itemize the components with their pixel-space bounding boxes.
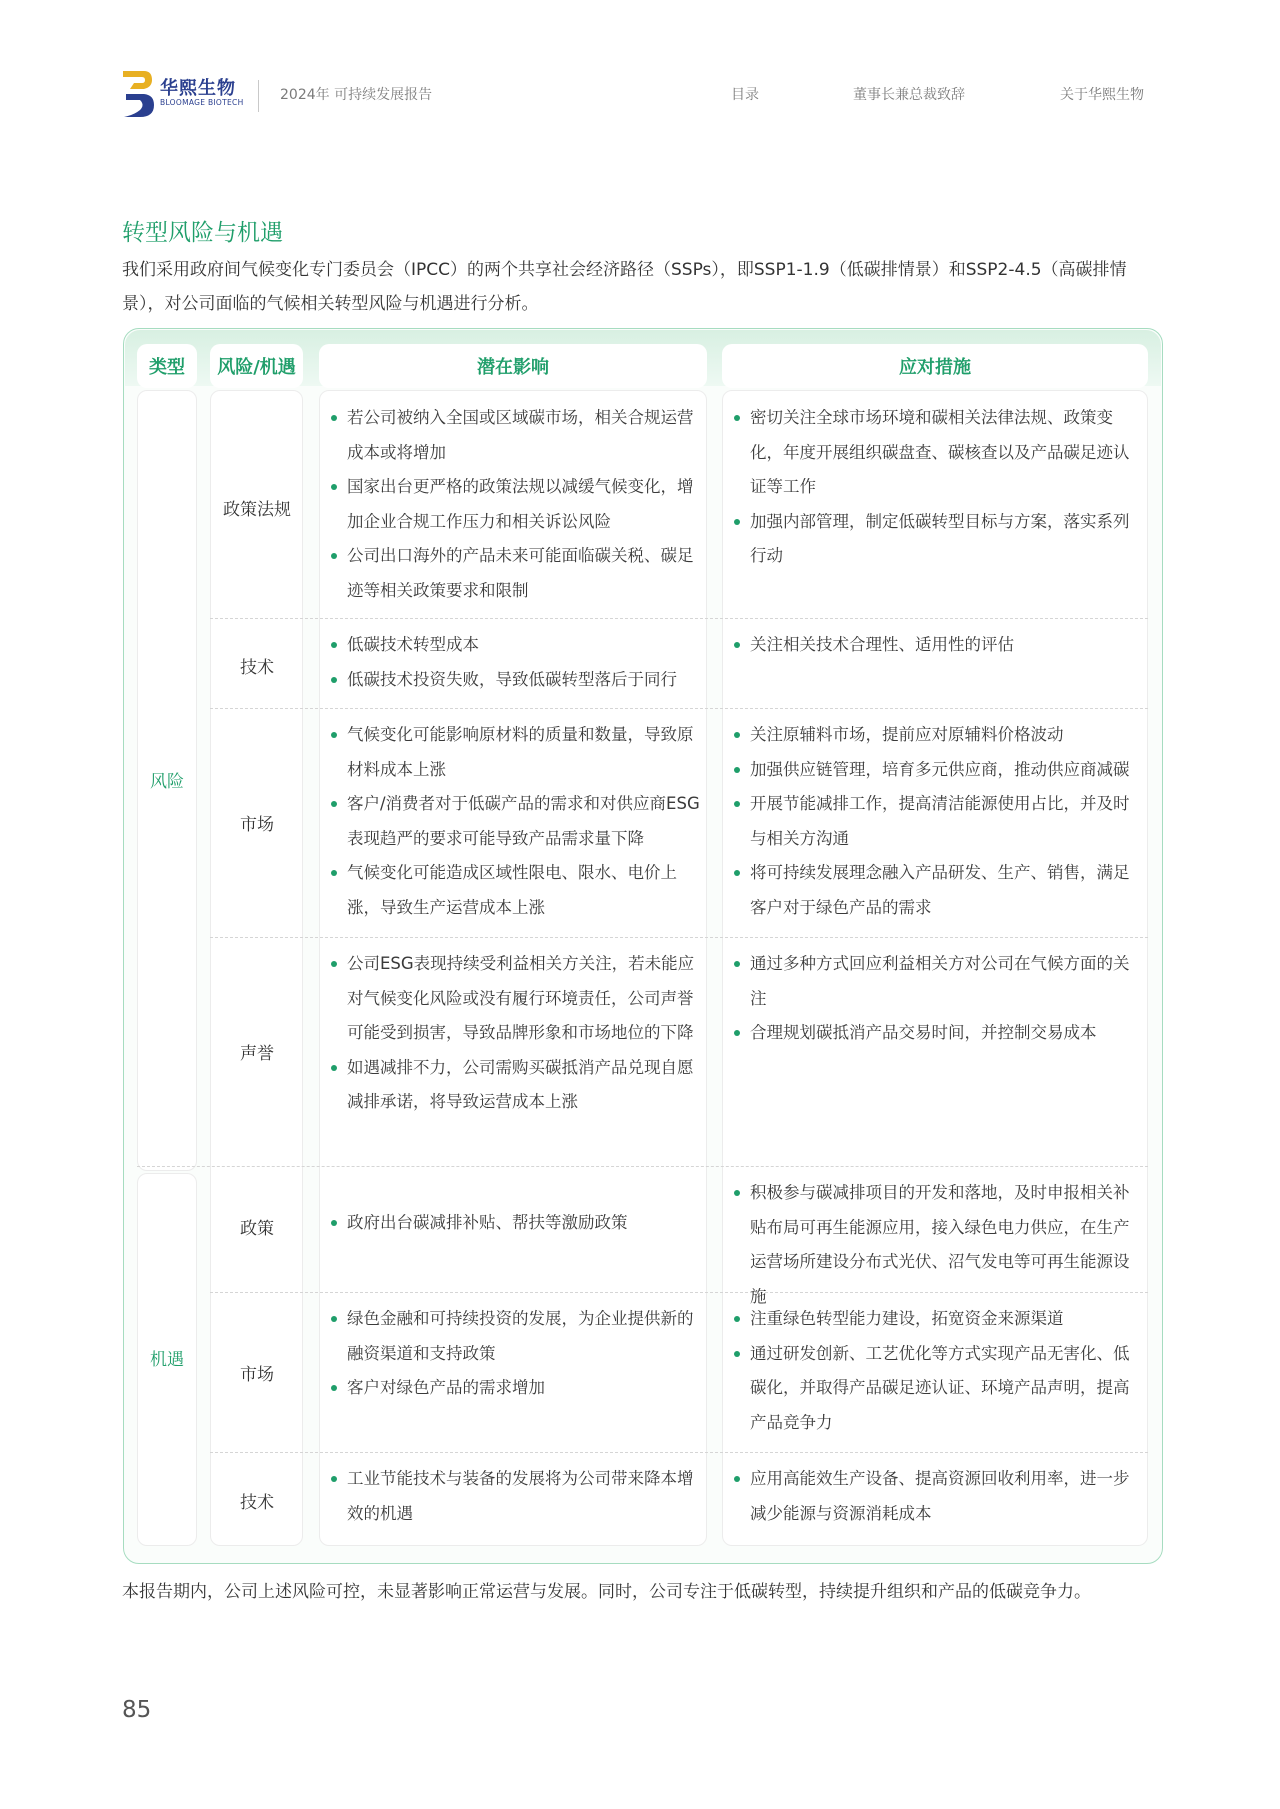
measure-list	[733, 947, 1141, 1051]
brand-name-en: BLOOMAGE BIOTECH	[160, 98, 244, 107]
nav-contents[interactable]: 目录	[731, 87, 759, 103]
impact-list	[330, 401, 700, 608]
nav-chairman-message[interactable]: 董事长兼总裁致辞	[853, 87, 965, 103]
list-item: 加强供应链管理，培育多元供应商，推动供应商减碳	[733, 753, 1141, 788]
header-risk-opportunity: 风险/机遇	[210, 344, 303, 388]
measure-list	[733, 401, 1141, 574]
category-label: 声誉	[240, 1044, 274, 1064]
list-item: 公司出口海外的产品未来可能面临碳关税、碳足迹等相关政策要求和限制	[330, 539, 700, 608]
list-item: 将可持续发展理念融入产品研发、生产、销售，满足客户对于绿色产品的需求	[733, 856, 1141, 925]
list-item: 气候变化可能造成区域性限电、限水、电价上涨，导致生产运营成本上涨	[330, 856, 700, 925]
list-item: 关注相关技术合理性、适用性的评估	[733, 628, 1141, 663]
list-item: 政府出台碳减排补贴、帮扶等激励政策	[330, 1206, 700, 1241]
list-item: 关注原辅料市场，提前应对原辅料价格波动	[733, 718, 1141, 753]
header-divider	[258, 80, 259, 112]
list-item: 如遇减排不力，公司需购买碳抵消产品兑现自愿减排承诺，将导致运营成本上涨	[330, 1051, 700, 1120]
page-number: 85	[122, 1697, 152, 1723]
impact-list	[330, 1462, 700, 1531]
measure-list	[733, 718, 1141, 925]
nav-about[interactable]: 关于华熙生物	[1060, 87, 1144, 103]
category-label: 政策	[240, 1219, 274, 1239]
type-label-risk: 风险	[150, 772, 184, 792]
row-separator	[210, 937, 1148, 938]
list-item: 客户对绿色产品的需求增加	[330, 1371, 700, 1406]
type-label-opportunity: 机遇	[150, 1350, 184, 1370]
header-measure: 应对措施	[722, 344, 1148, 388]
list-item: 合理规划碳抵消产品交易时间，并控制交易成本	[733, 1016, 1141, 1051]
category-label: 技术	[240, 1493, 274, 1513]
page-header	[0, 0, 1280, 150]
list-item: 低碳技术投资失败，导致低碳转型落后于同行	[330, 663, 700, 698]
row-separator	[210, 618, 1148, 619]
list-item: 加强内部管理，制定低碳转型目标与方案，落实系列行动	[733, 505, 1141, 574]
measure-list	[733, 1176, 1141, 1314]
list-item: 若公司被纳入全国或区域碳市场，相关合规运营成本或将增加	[330, 401, 700, 470]
row-separator	[137, 1166, 1148, 1167]
list-item: 工业节能技术与装备的发展将为公司带来降本增效的机遇	[330, 1462, 700, 1531]
impact-list	[330, 947, 700, 1120]
impact-list	[330, 1206, 700, 1241]
row-separator	[210, 708, 1148, 709]
category-label: 政策法规	[223, 500, 291, 520]
header-impact: 潜在影响	[319, 344, 707, 388]
category-label: 市场	[240, 815, 274, 835]
list-item: 积极参与碳减排项目的开发和落地，及时申报相关补贴布局可再生能源应用，接入绿色电力供应，在生产运营场所建设分布式光伏、沼气发电等可再生能源设施	[733, 1176, 1141, 1314]
list-item: 通过研发创新、工艺优化等方式实现产品无害化、低碳化，并取得产品碳足迹认证、环境产品声明，提高产品竞争力	[733, 1337, 1141, 1441]
list-item: 通过多种方式回应利益相关方对公司在气候方面的关注	[733, 947, 1141, 1016]
brand-name-cn: 华熙生物	[160, 78, 236, 99]
section-intro: 我们采用政府间气候变化专门委员会（IPCC）的两个共享社会经济路径（SSPs），即SSP1-1.9（低碳排情景）和SSP2-4.5（高碳排情景），对公司面临的气候相关转型风险与机遇进行分析。	[122, 260, 1127, 314]
list-item: 注重绿色转型能力建设，拓宽资金来源渠道	[733, 1302, 1141, 1337]
list-item: 公司ESG表现持续受利益相关方关注，若未能应对气候变化风险或没有履行环境责任，公司声誉可能受到损害，导致品牌形象和市场地位的下降	[330, 947, 700, 1051]
category-label: 市场	[240, 1365, 274, 1385]
list-item: 客户/消费者对于低碳产品的需求和对供应商ESG表现趋严的要求可能导致产品需求量下降	[330, 787, 700, 856]
measure-list	[733, 628, 1141, 663]
list-item: 绿色金融和可持续投资的发展，为企业提供新的融资渠道和支持政策	[330, 1302, 700, 1371]
category-label: 技术	[240, 658, 274, 678]
impact-list	[330, 628, 700, 697]
list-item: 开展节能减排工作，提高清洁能源使用占比，并及时与相关方沟通	[733, 787, 1141, 856]
impact-list	[330, 718, 700, 925]
list-item: 国家出台更严格的政策法规以减缓气候变化，增加企业合规工作压力和相关诉讼风险	[330, 470, 700, 539]
measure-list	[733, 1302, 1141, 1440]
bloomage-logo-icon	[120, 68, 156, 120]
list-item: 气候变化可能影响原材料的质量和数量，导致原材料成本上涨	[330, 718, 700, 787]
list-item: 密切关注全球市场环境和碳相关法律法规、政策变化，年度开展组织碳盘查、碳核查以及产品碳足迹认证等工作	[733, 401, 1141, 505]
closing-paragraph: 本报告期内，公司上述风险可控，未显著影响正常运营与发展。同时，公司专注于低碳转型，持续提升组织和产品的低碳竞争力。	[122, 1582, 1091, 1602]
impact-list	[330, 1302, 700, 1406]
list-item: 应用高能效生产设备、提高资源回收利用率，进一步减少能源与资源消耗成本	[733, 1462, 1141, 1531]
report-title: 2024年 可持续发展报告	[280, 87, 433, 103]
list-item: 低碳技术转型成本	[330, 628, 700, 663]
section-title: 转型风险与机遇	[122, 220, 283, 246]
row-separator	[210, 1452, 1148, 1453]
header-type: 类型	[137, 344, 197, 388]
measure-list	[733, 1462, 1141, 1531]
